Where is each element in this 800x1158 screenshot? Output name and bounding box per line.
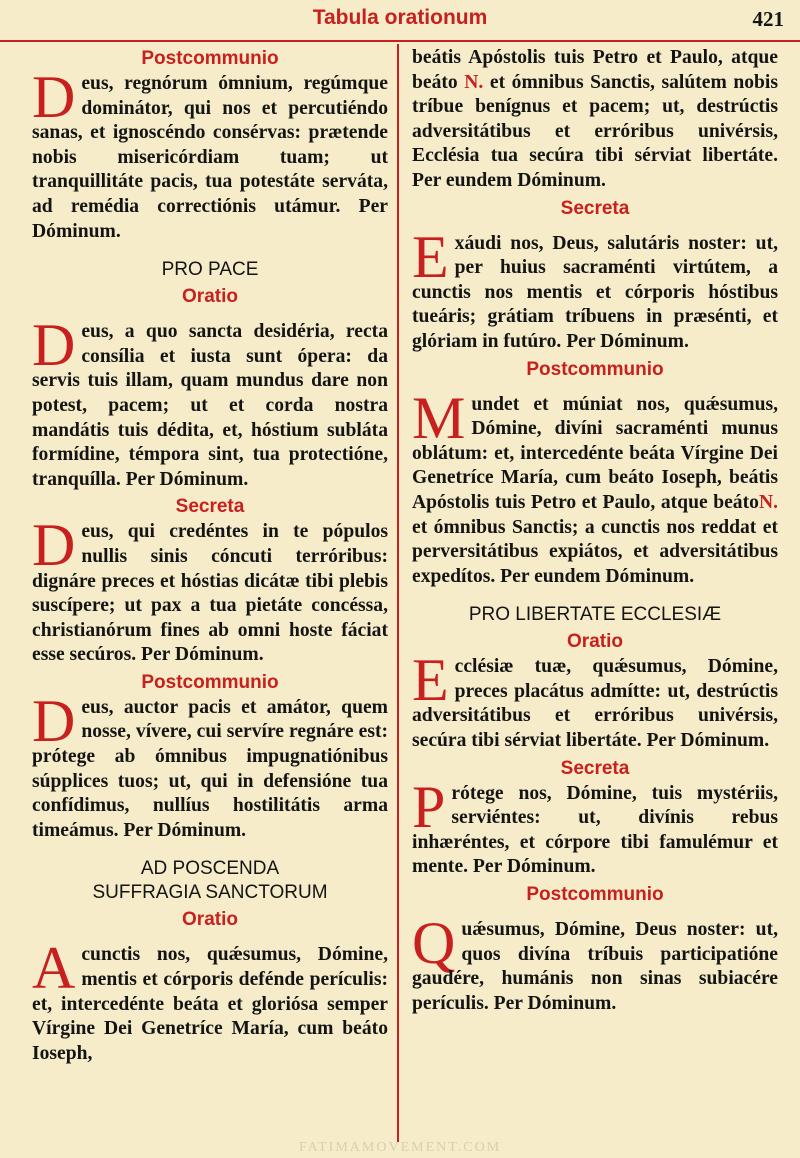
section-heading-pro-pace: PRO PACE (161, 259, 259, 281)
prayer-text: cunctis nos, quǽsumus, Dómine, mentis et córporis defénde perículis: et, intercedénte beáta et gloriósa semper Vírgine Dei Genetríce María, cum beáto Ioseph, (32, 944, 388, 1064)
name-placeholder-mark: N. (758, 491, 778, 513)
column-divider (397, 44, 399, 1142)
prayer-text: cclésiæ tuæ, quǽsumus, Dómine, preces placátus admítte: ut, destrúctis adversitátibus et erróribus univérsis, secúra tibi sérviat libertáte. Per Dóminum. (412, 656, 778, 752)
prayer-oratio (32, 935, 388, 1066)
spacer (412, 222, 778, 232)
spacer (412, 383, 778, 393)
rubric-postcommunio: Postcommunio (526, 884, 664, 906)
rubric-secreta: Secreta (175, 496, 245, 518)
prayer-text: eus, regnórum ómnium, regúmque dominátor, qui nos et percutiéndo sanas, et ignoscéndo consérvas: prætende nobis misericórdiam tuam; ut tranquillitáte pacis, tua potestáte serváta, ad remédia correctiónis utámur. Per Dóminum. (32, 73, 388, 242)
prayer-secreta (32, 512, 388, 668)
prayer-oratio (412, 647, 778, 753)
page-number: 421 (752, 7, 784, 31)
drop-cap-initial: D (32, 512, 76, 579)
prayer-secreta (412, 773, 778, 880)
prayer-text: undet et múniat nos, quǽsumus, Dómine, divíni sacraménti munus oblátum: et, intercedénte beáta Vírgine Dei Genetríce María, cum beáto Ioseph, beátis Apóstolis tuis Petro et Paulo, atque beáto (412, 393, 778, 513)
prayer-oratio (32, 312, 388, 492)
section-heading-ad-poscenda (32, 857, 388, 905)
rubric-postcommunio: Postcommunio (141, 671, 279, 693)
spacer (412, 908, 778, 918)
rubric-secreta: Secreta (560, 757, 630, 779)
prayer-secreta (412, 223, 778, 355)
prayer-text: beátis Apóstolis tuis Petro et Paulo, atque beáto (412, 47, 778, 93)
prayer-text: xáudi nos, Deus, salutáris noster: ut, per huius sacraménti virtútem, a cunctis nos mentis et córporis hóstibus tueáris; grátiam tríbuens in præsénti, et glóriam in futúro. Per Dóminum. (412, 232, 778, 352)
prayer-postcommunio (32, 687, 388, 844)
rubric-postcommunio: Postcommunio (141, 48, 279, 69)
drop-cap-initial: D (32, 64, 76, 130)
heading-line: SUFFRAGIA SANCTORUM (92, 882, 328, 904)
prayer-text: et ómnibus Sanctis, salútem nobis tríbue benígnus et pacem; ut, destrúctis adversitátibus et erróribus univérsis, Ecclésia tua secúra tibi sérviat libertáte. Per eundem Dóminum. (412, 71, 778, 191)
prayer-text: uǽsumus, Dómine, Deus noster: ut, quos divína tríbuis participatióne gaudére, humánis non sinas subiacére perículis. Per Dóminum. (412, 919, 778, 1014)
prayer-text: eus, qui credéntes in te pópulos nullis sinis cóncuti terróribus: dignáre preces et hóstias dicátæ tibi plebis suscípere; ut pax a tua pietáte concéssa, christianórum fines ab omni hoste fáciat esse secúros. Per Dóminum. (32, 521, 388, 666)
prayer-text: eus, auctor pacis et amátor, quem nosse, vívere, cui servíre regnáre est: prótege ab ómnibus impugnatiónibus súpplices tuos; ut, qui in defensióne tua confídimus, nullíus hostilitátis arma timeámus. Per Dóminum. (32, 696, 388, 841)
watermark: FATIMAMOVEMENT.COM (298, 1140, 502, 1155)
drop-cap-initial: P (412, 773, 446, 840)
name-placeholder-mark: N. (464, 71, 484, 93)
drop-cap-initial: E (412, 647, 449, 714)
drop-cap-initial: Q (412, 910, 456, 977)
prayer-postcommunio (412, 910, 778, 1016)
prayer-postcommunio (412, 384, 778, 590)
spacer (32, 933, 388, 943)
prayer-oratio-continued (412, 46, 778, 194)
right-column (412, 46, 778, 1018)
drop-cap-initial: D (32, 687, 76, 754)
rubric-oratio: Oratio (567, 631, 623, 653)
prayer-text: eus, a quo sancta desidéria, recta consília et iusta sunt ópera: da servis tuis illam, quam mundus dare non potest, pacem; ut et corda nostra mandátis tuis dédita, et, hóstium subláta formídine, témpora sint, tua protectióne, tranquílla. Per Dóminum. (32, 321, 388, 490)
drop-cap-initial: M (412, 384, 466, 451)
left-column (32, 46, 388, 1068)
heading-line: AD POSCENDA (140, 858, 280, 880)
prayer-postcommunio (32, 64, 388, 244)
drop-cap-initial: A (32, 935, 76, 1002)
prayer-text: rótege nos, Dómine, tuis mystériis, serviéntes: ut, divínis rebus inhæréntes, et córpore tibi famulémur et mente. Per Dóminum. (412, 782, 778, 878)
rubric-oratio: Oratio (182, 286, 238, 308)
spacer (32, 310, 388, 320)
section-heading-pro-libertate: PRO LIBERTATE ECCLESIÆ (468, 604, 722, 626)
rubric-secreta: Secreta (560, 197, 630, 219)
page-header (0, 0, 800, 42)
prayer-text: et ómnibus Sanctis; a cunctis nos reddat et perversitátibus expiátos, et adversitátibus expedítos. Per eundem Dóminum. (412, 516, 778, 587)
drop-cap-initial: E (412, 223, 449, 290)
rubric-postcommunio: Postcommunio (526, 358, 664, 380)
rubric-oratio: Oratio (182, 909, 238, 931)
drop-cap-initial: D (32, 312, 76, 379)
page-title: Tabula orationum (312, 6, 488, 29)
